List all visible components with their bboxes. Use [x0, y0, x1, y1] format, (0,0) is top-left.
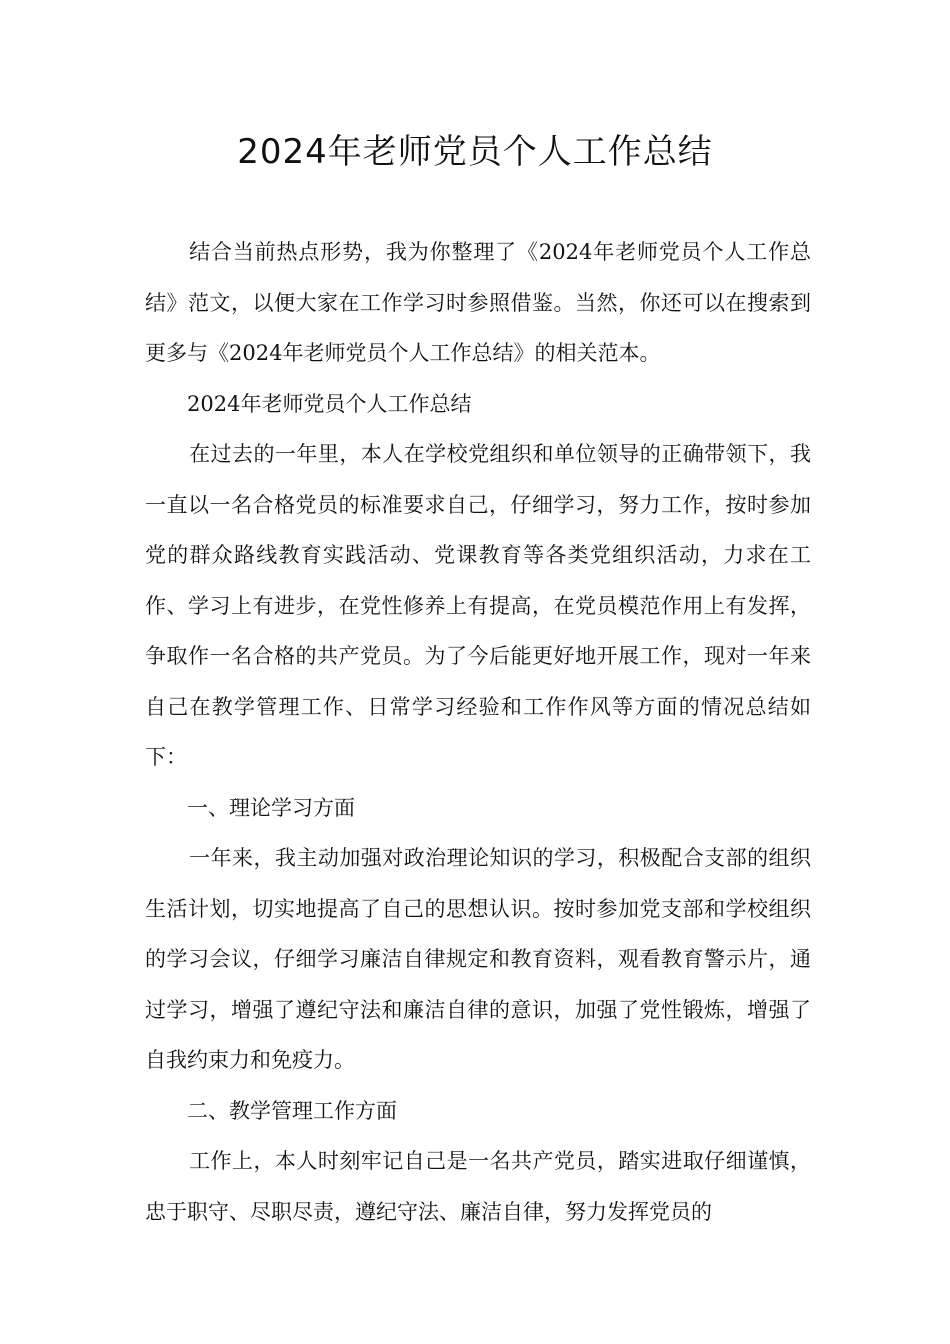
document-title: 2024年老师党员个人工作总结: [237, 132, 713, 172]
paragraph-overview: 在过去的一年里，本人在学校党组织和单位领导的正确带领下，我一直以一名合格党员的标准要求自己，仔细学习，努力工作，按时参加党的群众路线教育实践活动、党课教育等各类党组织活动，力求在工作、学习上有进步，在党性修养上有提高，在党员模范作用上有发挥，争取作一名合格的共产党员。为了今后能更好地开展工作，现对一年来自己在教学管理工作、日常学习经验和工作作风等方面的情况总结如下：: [145, 442, 811, 769]
paragraph-teaching: 工作上，本人时刻牢记自己是一名共产党员，踏实进取仔细谨慎，忠于职守、尽职尽责，遵纪守法、廉洁自律，努力发挥党员的: [145, 1149, 811, 1224]
document-body: [145, 227, 811, 1237]
paragraph-subtitle: 2024年老师党员个人工作总结: [187, 391, 472, 416]
section-heading-theory: 一、理论学习方面: [187, 795, 355, 820]
paragraph-intro: 结合当前热点形势，我为你整理了《2024年老师党员个人工作总结》范文，以便大家在工作学习时参照借鉴。当然，你还可以在搜索到更多与《2024年老师党员个人工作总结》的相关范本。: [145, 240, 811, 365]
paragraph-theory: 一年来，我主动加强对政治理论知识的学习，积极配合支部的组织生活计划，切实地提高了自己的思想认识。按时参加党支部和学校组织的学习会议，仔细学习廉洁自律规定和教育资料，观看教育警示片，通过学习，增强了遵纪守法和廉洁自律的意识，加强了党性锻炼，增强了自我约束力和免疫力。: [145, 846, 811, 1072]
section-heading-teaching: 二、教学管理工作方面: [187, 1098, 397, 1123]
